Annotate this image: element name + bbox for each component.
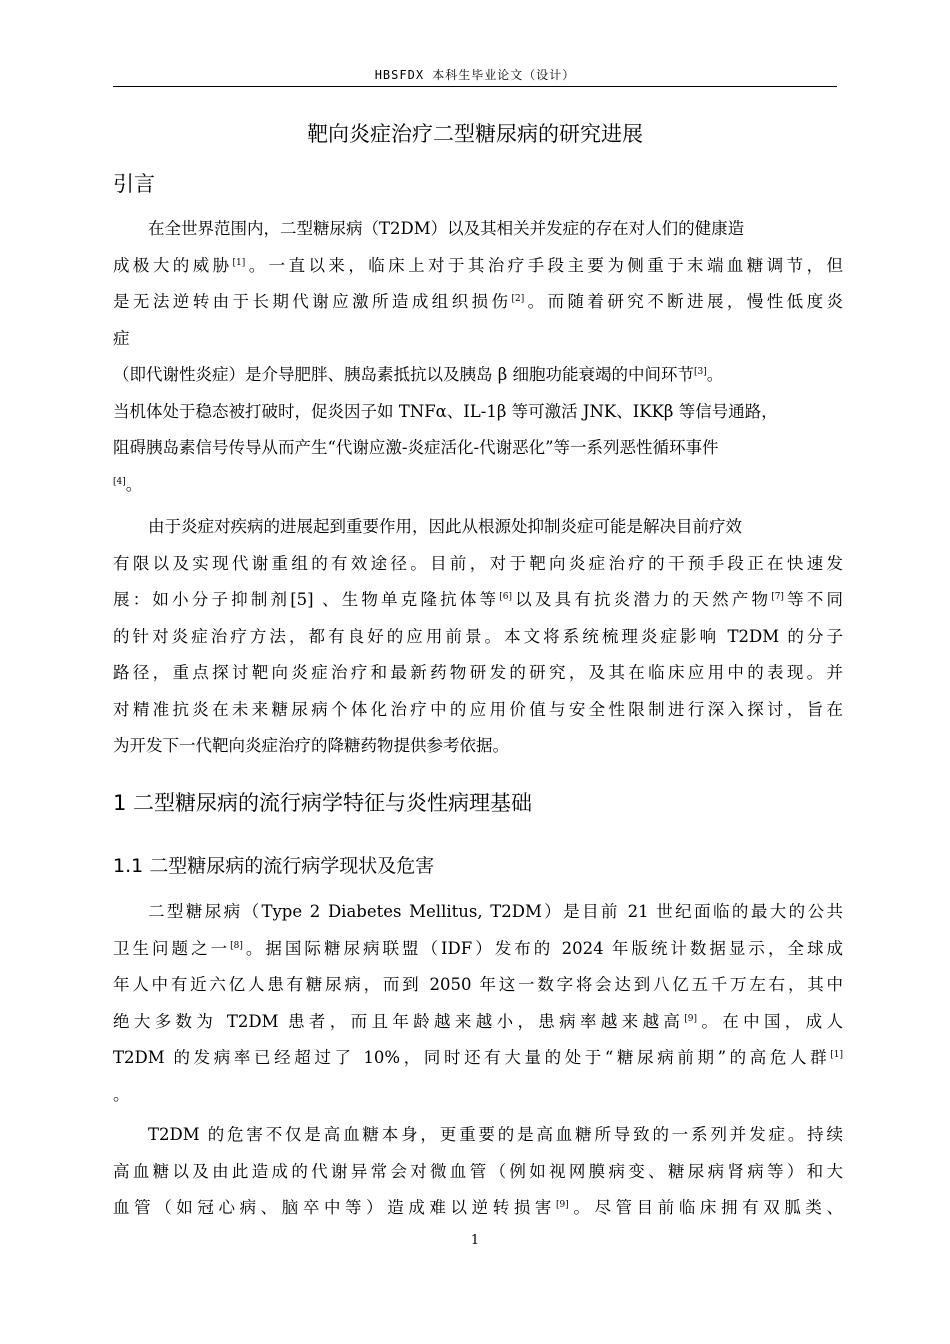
text-line: 为开发下一代靶向炎症治疗的降糖药物提供参考依据。 <box>113 736 509 755</box>
text-line: T2DM 的危害不仅是高血糖本身，更重要的是高血糖所导致的一系列并发症。持续 <box>148 1125 843 1144</box>
text-line: 在全世界范围内，二型糖尿病（T2DM）以及其相关并发症的存在对人们的健康造 <box>148 219 745 238</box>
text-line: 的针对炎症治疗方法，都有良好的应用前景。本文将系统梳理炎症影响 T2DM 的分子 <box>113 626 843 646</box>
text-line: 当机体处于稳态被打破时，促炎因子如 TNFα、IL-1β 等可激活 JNK、IKKβ 等信号通路， <box>113 401 778 421</box>
text-line: 路径，重点探讨靶向炎症治疗和最新药物研发的研究，及其在临床应用中的表现。并 <box>113 663 843 682</box>
text-line: 是无法逆转由于长期代谢应激所造成组织损伤[2]。而随着研究不断进展，慢性低度炎 <box>113 292 844 311</box>
text-line: 由于炎症对疾病的进展起到重要作用，因此从根源处抑制炎症可能是解决目前疗效 <box>148 517 742 536</box>
text-line: 绝大多数为 T2DM 患者，而且年龄越来越小，患病率越来越高[9]。在中国，成人 <box>113 1011 843 1031</box>
text-line: 展：如小分子抑制剂[5] 、生物单克隆抗体等[6]以及具有抗炎潜力的天然产物[7]等不同 <box>113 590 844 609</box>
text-line: [4]。 <box>113 474 143 494</box>
citation: [4] <box>113 476 126 487</box>
section-1-1-paragraph-1 <box>113 894 843 1113</box>
intro-paragraph-1 <box>113 211 843 503</box>
citation: [3] <box>694 367 707 377</box>
citation: [1] <box>232 257 246 268</box>
citation: [8] <box>230 940 243 951</box>
intro-heading: 引言 <box>113 172 155 196</box>
text-line: （即代谢性炎症）是介导肥胖、胰岛素抵抗以及胰岛 β 细胞功能衰竭的中间环节[3]。 <box>113 365 724 384</box>
text-line: 年人中有近六亿人患有糖尿病，而到 2050 年这一数字将会达到八亿五千万左右，其中 <box>113 975 843 994</box>
text-line: 对精准抗炎在未来糖尿病个体化治疗中的应用价值与安全性限制进行深入探讨，旨在 <box>113 699 843 719</box>
header-rule <box>113 86 837 87</box>
text-line: T2DM 的发病率已经超过了 10%，同时还有大量的处于“糖尿病前期”的高危人群[1] <box>113 1048 843 1067</box>
text-line: 卫生问题之一[8]。据国际糖尿病联盟（IDF）发布的 2024 年版统计数据显示，全球成 <box>113 938 844 958</box>
text-line: 。 <box>113 1084 130 1104</box>
section-1-1-paragraph-2 <box>113 1117 843 1227</box>
section-1-heading: 1 二型糖尿病的流行病学特征与炎性病理基础 <box>113 791 533 815</box>
text-line: 二型糖尿病（Type 2 Diabetes Mellitus, T2DM）是目前 21 世纪面临的最大的公共 <box>148 902 843 921</box>
paper-title: 靶向炎症治疗二型糖尿病的研究进展 <box>307 122 643 146</box>
text-line: 症 <box>113 328 130 348</box>
citation: [2] <box>511 294 525 304</box>
text-line: 阻碍胰岛素信号传导从而产生“代谢应激-炎症活化-代谢恶化”等一系列恶性循环事件 <box>113 438 719 457</box>
text-line: 成极大的威胁[1]。一直以来，临床上对于其治疗手段主要为侧重于末端血糖调节，但 <box>113 255 844 275</box>
citation: [7] <box>771 592 784 602</box>
text-line: 有限以及实现代谢重组的有效途径。目前，对于靶向炎症治疗的干预手段正在快速发 <box>113 553 843 573</box>
page-number: 1 <box>470 1233 480 1248</box>
text-line: 血管（如冠心病、脑卒中等）造成难以逆转损害[9]。尽管目前临床拥有双胍类、 <box>113 1198 844 1217</box>
citation: [6] <box>499 592 512 602</box>
text-line: 高血糖以及由此造成的代谢异常会对微血管（例如视网膜病变、糖尿病肾病等）和大 <box>113 1161 843 1181</box>
citation: [1] <box>830 1050 843 1060</box>
running-header: HBSFDX 本科生毕业论文（设计） <box>374 68 576 82</box>
citation: [9] <box>556 1200 569 1210</box>
section-1-1-heading: 1.1 二型糖尿病的流行病学现状及危害 <box>113 855 435 877</box>
citation: [9] <box>684 1013 698 1024</box>
intro-paragraph-2 <box>113 509 843 765</box>
